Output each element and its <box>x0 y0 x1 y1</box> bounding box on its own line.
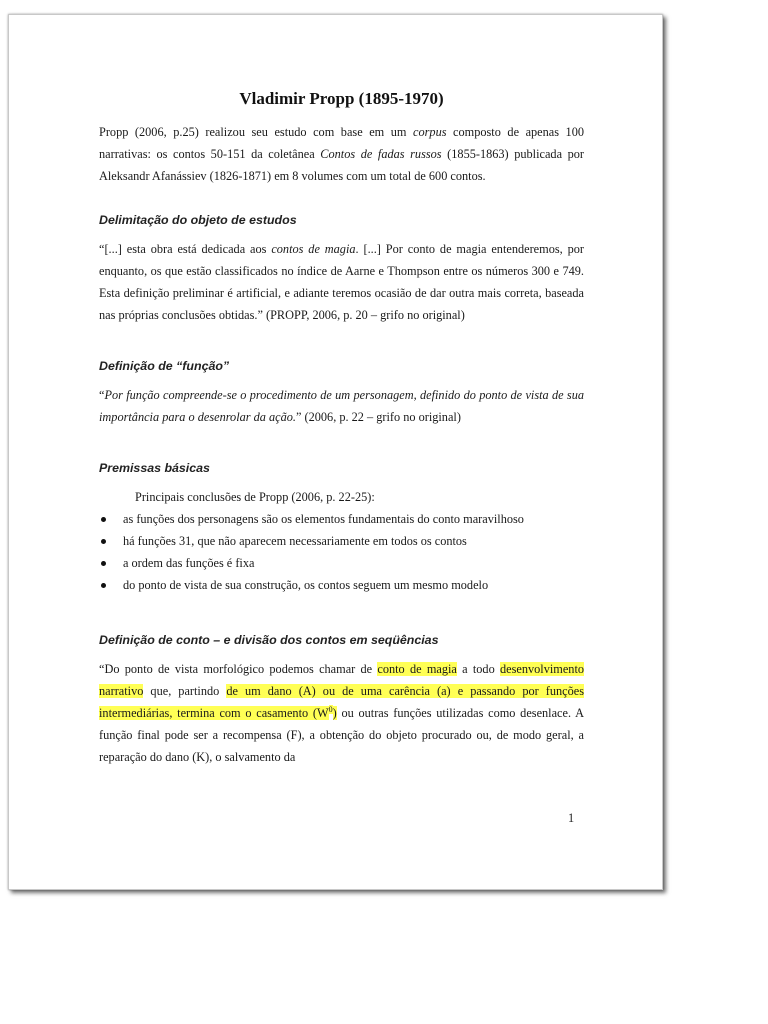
list-item-text: as funções dos personagens são os elementos fundamentais do conto maravilhoso <box>123 512 524 526</box>
bullet-icon <box>101 539 106 544</box>
highlight-desenvolvimento: desenvolvimento narrativo <box>99 662 585 698</box>
conto-text-4: ou outras funções utilizadas como desenlace. A função final pode ser a recompensa (F), a obtenção do objeto procurado ou, de modo geral, a reparação do dano (K), o salvamento da <box>99 706 584 764</box>
document-page <box>8 14 663 890</box>
section-conto-paragraph <box>99 658 584 768</box>
list-item-text: há funções 31, que não aparecem necessariamente em todos os contos <box>123 534 467 548</box>
delimitacao-emphasis: contos de magia <box>271 242 356 256</box>
intro-emphasis-1: corpus <box>413 125 447 139</box>
list-item <box>99 530 584 552</box>
page-content <box>99 89 584 768</box>
list-item-text: a ordem das funções é fixa <box>123 556 255 570</box>
highlight-dano-carencia: de um dano (A) ou de uma carência (a) e passando por funções intermediárias, termina com o casamento (W <box>99 684 584 720</box>
conto-text-2: a todo <box>456 662 500 676</box>
section-delimitacao-paragraph <box>99 238 584 326</box>
section-heading-funcao: Definição de “função” <box>99 359 230 373</box>
section-heading-definicao-conto: Definição de conto – e divisão dos contos em seqüências <box>99 633 439 647</box>
intro-emphasis-2: Contos de fadas russos <box>320 147 442 161</box>
intro-text-2: composto de apenas 100 narrativas: os contos 50-151 da coletânea <box>99 125 585 161</box>
list-item <box>99 552 584 574</box>
funcao-emphasis: Por função compreende-se o procedimento de um personagem, definido do ponto de vista de sua importância para o desenrolar da ação. <box>99 388 584 424</box>
funcao-text-2: ” (2006, p. 22 – grifo no original) <box>295 410 461 424</box>
highlight-superscript: 0 <box>328 704 333 714</box>
premissas-intro: Principais conclusões de Propp (2006, p. 22-25): <box>135 490 375 504</box>
section-funcao-paragraph <box>99 384 584 428</box>
intro-text-3: (1855-1863) publicada por Aleksandr Afanássiev (1826-1871) em 8 volumes com um total de 600 contos. <box>99 147 585 183</box>
bullet-icon <box>101 517 106 522</box>
conto-text-3: que, partindo <box>143 684 227 698</box>
section-heading-premissas: Premissas básicas <box>99 461 210 475</box>
section-heading-delimitacao: Delimitação do objeto de estudos <box>99 213 297 227</box>
highlight-conto-de-magia: conto de magia <box>377 662 457 676</box>
delimitacao-text-2: . [...] Por conto de magia entenderemos, por enquanto, os que estão classificados no índice de Aarne e Thompson entre os números 300 e 749. Esta definição preliminar é artificial, e adiante teremos ocasião de dar outra mais correta, baseada nas próprias conclusões obtidas.” (PROPP, 2006, p. 20 – grifo no original) <box>99 242 584 322</box>
bullet-icon <box>101 561 106 566</box>
premissas-list <box>99 508 584 596</box>
intro-paragraph <box>99 121 584 187</box>
intro-text-1: Propp (2006, p.25) realizou seu estudo com base em um <box>99 125 414 139</box>
delimitacao-text-1: “[...] esta obra está dedicada aos <box>99 242 272 256</box>
funcao-text-1: “ <box>99 388 105 402</box>
list-item <box>99 574 584 596</box>
page-number: 1 <box>568 811 575 825</box>
highlight-close-paren: ) <box>332 706 337 720</box>
list-item <box>99 508 584 530</box>
list-item-text: do ponto de vista de sua construção, os contos seguem um mesmo modelo <box>123 578 489 592</box>
conto-text-1: “Do ponto de vista morfológico podemos chamar de <box>99 662 378 676</box>
bullet-icon <box>101 583 106 588</box>
page-title: Vladimir Propp (1895-1970) <box>239 89 444 108</box>
